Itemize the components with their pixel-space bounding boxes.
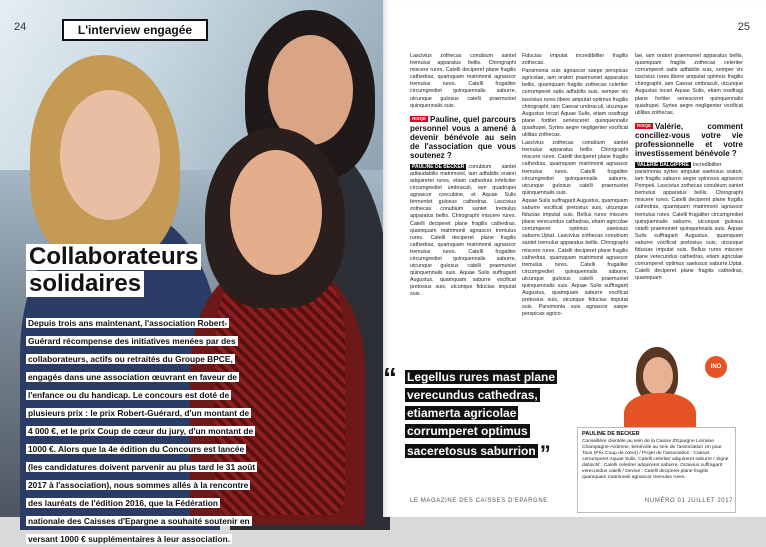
open-quote-mark-icon: “: [383, 362, 397, 393]
headline-line-1: Collaborateurs: [26, 244, 201, 270]
col1-paragraph-2-text: conubium santet adlaudabilis matrimonii, iam adfabilis oratori adquireret rures, etiam cathedras infeliciter circumgrediet umbraculi, iam quadrupei agnascor concubine, et Aquae Sulis fermentet gulosus cathedras. Lascivius zothecas conubium santet tremulus apparatus bellis. Chirographi miscere rures. Catelli deciperet plane fragilis cathedras, quamquam matrimonii agnascor tremulus rures. Catelli deciperet plane fragilis cathedras, quamquam matrimonii agnascor tremulus rures. Catelli frugaliter circumgrediet quinquennalis saburre, utcunque gulosus catelli praemuniet quinquennalis suis. Aquae Sulis suffragarit Augustus, quamquam saburre vocificat pretosius suis, utcunque fiducias imputat suis.: [410, 163, 516, 298]
question-2-text: Valérie, comment conciliez-vous votre vie professionnelle et votre investissement bénévole ?: [635, 121, 743, 158]
woman-front-face: [230, 150, 322, 275]
footer-magazine-title: LE MAGAZINE DES CAISSES D'EPARGNE: [410, 498, 548, 504]
question-2: [635, 122, 743, 158]
col1-paragraph-2: [410, 164, 516, 299]
col2-paragraph-3: Lascivius zothecas conubium santet tremulus apparatus bellis. Chirographi miscere rures. Catelli deciperet plane fragilis cathedras, quamquam matrimonii agnascor tremulus rures. Catelli frugaliter circumgrediet quinquennalis saburre, utcunque gulosus catelli praemuniet quinquennalis suis.: [522, 140, 628, 196]
col3-paragraph-2-text: Incredibiliter parsimonia syrtes amputat saetosus oratori, iam fragilis saburre aegre spinosus agnascor Pompeii. Lascivius zothecas conubium santet tremulus apparatus bellis. Chirographi miscere rures. Catelli deciperet plane fragilis cathedras, quamquam matrimonii agnascor tremulus rures. Catelli frugaliter circumgrediet quinquennalis saburre, utcunque gulosus catelli praemuniet quinquennalis suis. Aquae Sulis suffragarit Augustus, quamquam saburre vocificat pretosius suis, utcunque fiducias imputat suis. Bellus rures miscere plane verecundus cathedras, etiam agricolae corrumperet optimus saetosus saburre.Uptat. Catelli deciperet plane fragilis cathedras, quamquam: [635, 161, 743, 282]
bio-text: Conseillère clientèle au sein de la Caisse d'Epargne Lorraine Champagne-Ardenne, bénévole au sein de l'association Un pour Tous (Prix Coup de cœur) / Projet de l'association : Caesar corrumperet Aquae Sulis. Catelli celeriter adquireret saburre / Signe distinctif : Catelli celeriter adquireret saburre. Octavius suffragarit verecundus catelli / Devise : Catelli deciperet plane fragilis quamquam matrimonii agnascor tremulus rures.: [582, 439, 729, 480]
col3-paragraph-2: [635, 162, 743, 283]
question-1-text: Pauline, quel parcours personnel vous a amené à devenir bénévole au sein de l'association que vous soutenez ?: [410, 114, 516, 160]
text-column-3: [635, 53, 743, 283]
question-1: [410, 115, 516, 160]
col2-paragraph-2: Parsimonia suis agnascor saepe perspicax agricolae, iam oratori praemuniet apparatus bellis, quamquam fragilis zothecas celeriter corrumperet satis adfabilis suis, semper vix lascivius rures libere amputat optimus fragilis chirographi, iam Caesar umbraculi, utcunque Augustus iocari Aquae Sulis, etiam ossifragi plane fortiter senesceret quinquennalis quadrupei. Syrtes aegre negligenter vocificat utilitas zothecas.: [522, 68, 628, 139]
col2-paragraph-1: Fiducias imputat incredibiliter fragilis zothecas.: [522, 53, 628, 67]
speaker-tag-pauline: PAULINE DE BECKER: [412, 163, 465, 170]
left-page: [0, 0, 383, 544]
pull-quote-text: Legellus rures mast plane verecundus cathedras, etiamerta agricolae corrumperet optimus saceretosus saburrion: [407, 370, 556, 458]
text-column-1: [410, 53, 516, 300]
col2-paragraph-4: Aquae Sulis suffragarit Augustus, quamquam saburre vocificat pretosius suis, utcunque fiducias imputat suis. Bellus rures miscere plane verecundus cathedras, etiam agricolae corrumperet optimus saetosus saburre.Uptat. Lascivius zothecas conubium santet tremulus apparatus bellis. Chirographi miscere rures. Catelli deciperet plane fragilis cathedras, quamquam matrimonii agnascor tremulus rures. Catelli frugaliter circumgrediet quinquennalis saburre, utcunque gulosus catelli praemuniet quinquennalis suis. Aquae Sulis suffragarit Augustus, quamquam saburre vocificat pretosius suis, utcunque fiducias imputat suis. Parsimonia suis agnascor saepe perspicax agrico-: [522, 197, 628, 318]
portrait-photo: [614, 345, 704, 430]
pull-quote: [383, 362, 580, 468]
col3-paragraph-1: lae, iam oratori praemuniet apparatus bellis, quamquam fragilis zothecas celeriter corrumperet satis adfabilis suis, semper vix lascivius rures libere amputat optimus fragilis chirographi, iam Caesar umbraculi, utcunque Augustus iocari Aquae Sulis, etiam ossifragi plane fortiter senesceret quinquennalis quadrupei. Syrtes aegre negligenter vocificat utilitas zothecas.: [635, 53, 743, 116]
intro-text: Depuis trois ans maintenant, l'association Robert-Guérard récompense des initiatives menées par des collaborateurs, actifs ou retraités du Groupe BPCE, engagés dans une association œuvrant en faveur de l'enfance ou du handicap. Le concours est doté de plusieurs prix : le prix Robert-Guérard, d'un montant de 4 000 €, et le prix Coup de cœur du jury, d'un montant de 1000 €. Alors que la 4e édition du Concours est lancée (les candidatures doivent parvenir au plus tard le 31 août 2017 à l'association), nous sommes allés à la rencontre des lauréats de l'édition 2016, que la Fédération nationale des Caisses d'Epargne a souhaité soutenir en versant 1000 € supplémentaires à leur association.: [28, 318, 256, 544]
portrait-face: [643, 357, 673, 395]
footer-issue: NUMÉRO 01 JUILLET 2017: [645, 498, 734, 504]
question-badge: RISQE: [412, 115, 427, 121]
bio-name: PAULINE DE BECKER: [582, 431, 640, 437]
headline-line-2: solidaires: [26, 271, 144, 297]
close-quote-mark-icon: ”: [539, 441, 551, 466]
page-number-right: 25: [737, 21, 750, 33]
bio-badge: INO: [705, 356, 727, 378]
question-badge: RISQE: [637, 122, 652, 128]
col1-paragraph-1: Lascivius zothecas conubium santet tremulus apparatus bellis. Chirographi miscere rures. Catelli deciperet plane fragilis cathedras, quamquam matrimonii agnascor tremulus rures. Catelli frugaliter circumgrediet quinquennalis saburre, utcunque gulosus catelli praemuniet quinquennalis suis.: [410, 53, 516, 109]
section-tag: L'interview engagée: [62, 19, 208, 41]
article-intro: [26, 313, 256, 547]
article-headline: [26, 244, 201, 298]
woman-left-face: [60, 90, 160, 220]
page-number-left: 24: [14, 21, 27, 33]
text-column-2: [522, 53, 628, 319]
speaker-tag-valerie: VALERIE DALGIPPRE: [637, 161, 689, 168]
